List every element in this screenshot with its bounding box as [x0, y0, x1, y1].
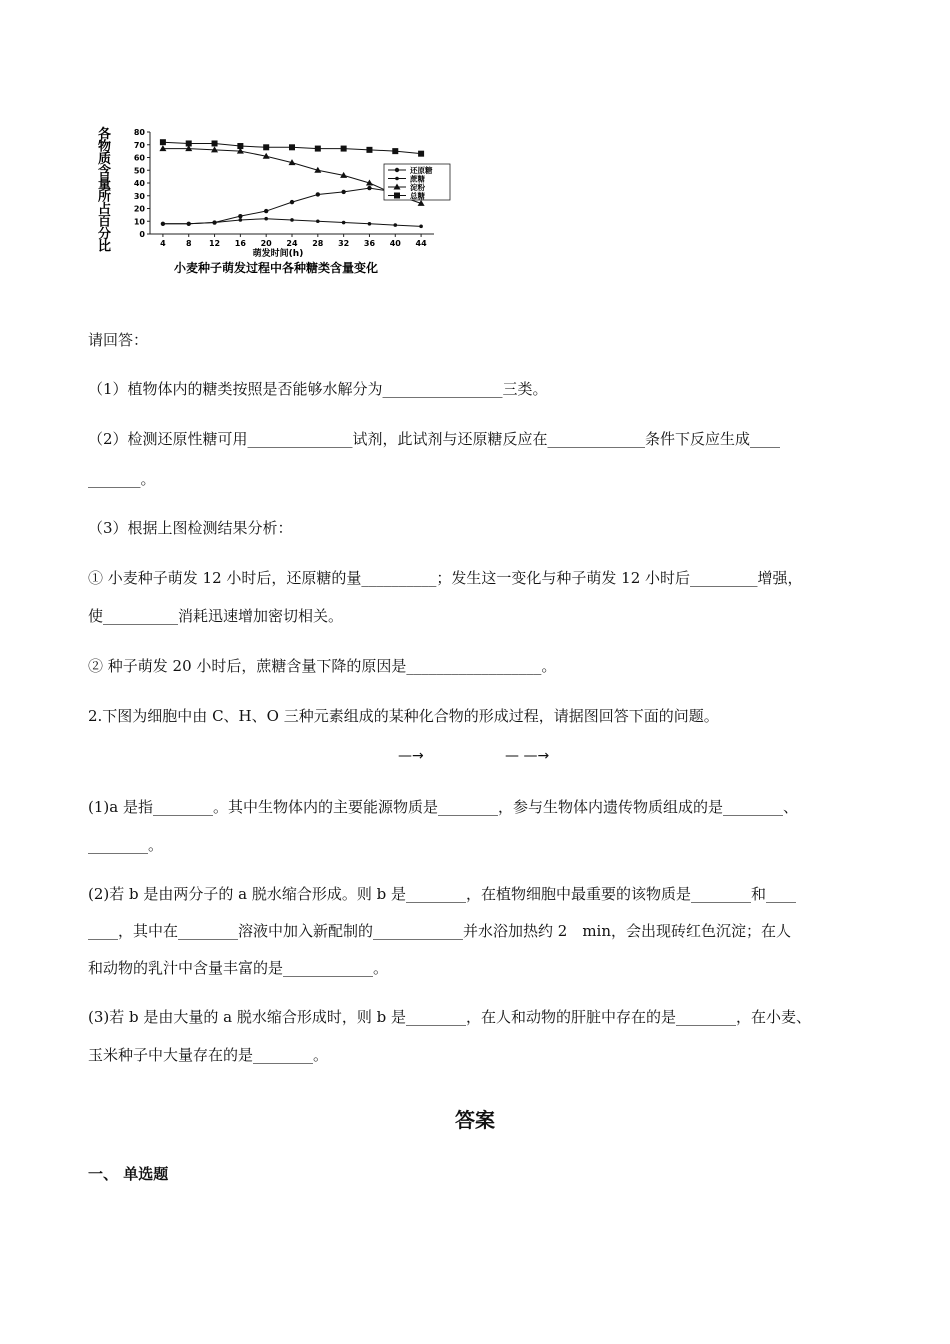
answer-title: 答案	[455, 1108, 495, 1132]
chart-legend-label: 淀粉	[410, 183, 425, 192]
question-2-line-2: _______。	[88, 470, 156, 488]
chart-y-tick-label: 10	[133, 217, 145, 227]
chart-y-tick-label: 80	[133, 128, 145, 137]
chart-x-tick-label: 40	[389, 239, 401, 248]
chart-data-point	[289, 144, 295, 150]
problem-2-1-line-1: (1)a 是指________。其中生物体内的主要能源物质是________，参与生物体内遗传物质组成的是________、	[88, 798, 798, 816]
chart-x-tick-label: 20	[260, 239, 272, 248]
chart-y-tick-label: 0	[139, 230, 145, 239]
chart-series-line	[163, 149, 421, 204]
chart-x-tick-label: 24	[286, 239, 298, 248]
problem-2-2-line-1: (2)若 b 是由两分子的 a 脱水缩合形成。则 b 是________，在植物细胞中最重要的该物质是________和____	[88, 885, 797, 903]
formation-arrow-2: — —→	[505, 748, 550, 764]
chart-x-tick-label: 28	[312, 239, 324, 248]
chart-data-point	[213, 221, 217, 225]
chart-data-point	[237, 143, 243, 149]
chart-data-point	[419, 225, 423, 229]
chart-data-point	[186, 140, 192, 146]
chart-data-point	[316, 219, 320, 223]
chart-legend-marker	[394, 193, 400, 199]
chart-data-point	[368, 222, 372, 226]
chart-data-point	[315, 146, 321, 152]
chart-data-point	[264, 217, 268, 221]
answer-prompt: 请回答：	[88, 331, 149, 349]
chart-x-tick-label: 12	[208, 239, 221, 248]
chart-legend-label: 还原糖	[410, 166, 433, 175]
chart-data-point	[239, 218, 243, 222]
chart-data-point	[290, 200, 294, 204]
problem-2-2-line-3: 和动物的乳汁中含量丰富的是____________。	[88, 959, 389, 977]
chart-data-point	[393, 223, 397, 227]
chart-legend-label: 总糖	[410, 191, 425, 201]
chart-legend-marker	[395, 168, 399, 172]
chart-y-tick-label: 70	[133, 140, 145, 150]
section-heading-single-choice: 一、 单选题	[88, 1165, 169, 1183]
chart-x-axis-label: 萌发时间(h)	[252, 249, 304, 259]
chart-svg	[88, 118, 460, 286]
chart-x-tick-label: 44	[415, 239, 427, 248]
chart-data-point	[418, 151, 424, 157]
chart-data-point	[161, 222, 165, 226]
problem-2-3-line-1: (3)若 b 是由大量的 a 脱水缩合形成时，则 b 是________，在人和动物的肝脏中存在的是________，在小麦、	[88, 1008, 812, 1026]
chart-data-point	[290, 218, 294, 222]
chart-y-tick-label: 30	[133, 191, 145, 201]
chart-x-tick-label: 32	[338, 239, 350, 248]
chart-x-tick-label: 4	[160, 239, 166, 248]
chart-title: 小麦种子萌发过程中各种糖类含量变化	[173, 261, 379, 275]
problem-2-3-line-2: 玉米种子中大量存在的是________。	[88, 1046, 329, 1064]
question-3-1-line-1: ① 小麦种子萌发 12 小时后，还原糖的量__________；发生这一变化与种子萌发 12 小时后_________增强，	[88, 569, 803, 587]
chart-data-point	[238, 214, 242, 218]
chart-legend-label: 蔗糖	[410, 174, 425, 184]
chart-legend-marker	[395, 177, 399, 181]
question-1-line: （1）植物体内的糖类按照是否能够水解分为________________三类。	[88, 380, 548, 398]
question-3-2-line: ② 种子萌发 20 小时后，蔗糖含量下降的原因是__________________。	[88, 657, 557, 675]
chart-x-tick-label: 8	[185, 239, 192, 248]
sugar-content-chart	[88, 118, 460, 286]
chart-data-point	[187, 222, 191, 226]
chart-y-tick-label: 40	[133, 179, 145, 188]
chart-data-point	[342, 221, 346, 225]
problem-2-1-line-2: ________。	[88, 836, 164, 854]
chart-data-point	[263, 144, 269, 150]
chart-data-point	[160, 139, 166, 145]
chart-data-point	[316, 192, 320, 196]
chart-y-tick-label: 60	[133, 153, 145, 163]
chart-data-point	[392, 148, 398, 154]
chart-data-point	[367, 186, 371, 190]
formation-arrow-1: —→	[398, 748, 424, 764]
chart-x-tick-label: 16	[234, 239, 246, 248]
chart-data-point	[366, 147, 372, 153]
chart-data-point	[212, 140, 218, 146]
chart-y-axis-label: 各物质含量所占百分比	[98, 127, 112, 255]
question-3-1-line-2: 使__________消耗迅速增加密切相关。	[88, 607, 344, 625]
chart-x-tick-label: 36	[363, 239, 376, 248]
chart-y-tick-label: 50	[133, 166, 145, 176]
chart-data-point	[264, 209, 268, 213]
chart-data-point	[341, 190, 345, 194]
chart-data-point	[159, 145, 166, 151]
question-2-line-1: （2）检测还原性糖可用______________试剂，此试剂与还原糖反应在_____________条件下反应生成____	[88, 430, 781, 448]
problem-2-2-line-2: ____，其中在________溶液中加入新配制的____________并水浴加热约 2 min，会出现砖红色沉淀；在人	[88, 922, 791, 940]
question-3-line: （3）根据上图检测结果分析：	[88, 519, 293, 537]
problem-2-intro: 2.下图为细胞中由 C、H、O 三种元素组成的某种化合物的形成过程，请据图回答下面的问题。	[88, 707, 719, 725]
chart-y-tick-label: 20	[133, 204, 145, 214]
chart-data-point	[341, 146, 347, 152]
